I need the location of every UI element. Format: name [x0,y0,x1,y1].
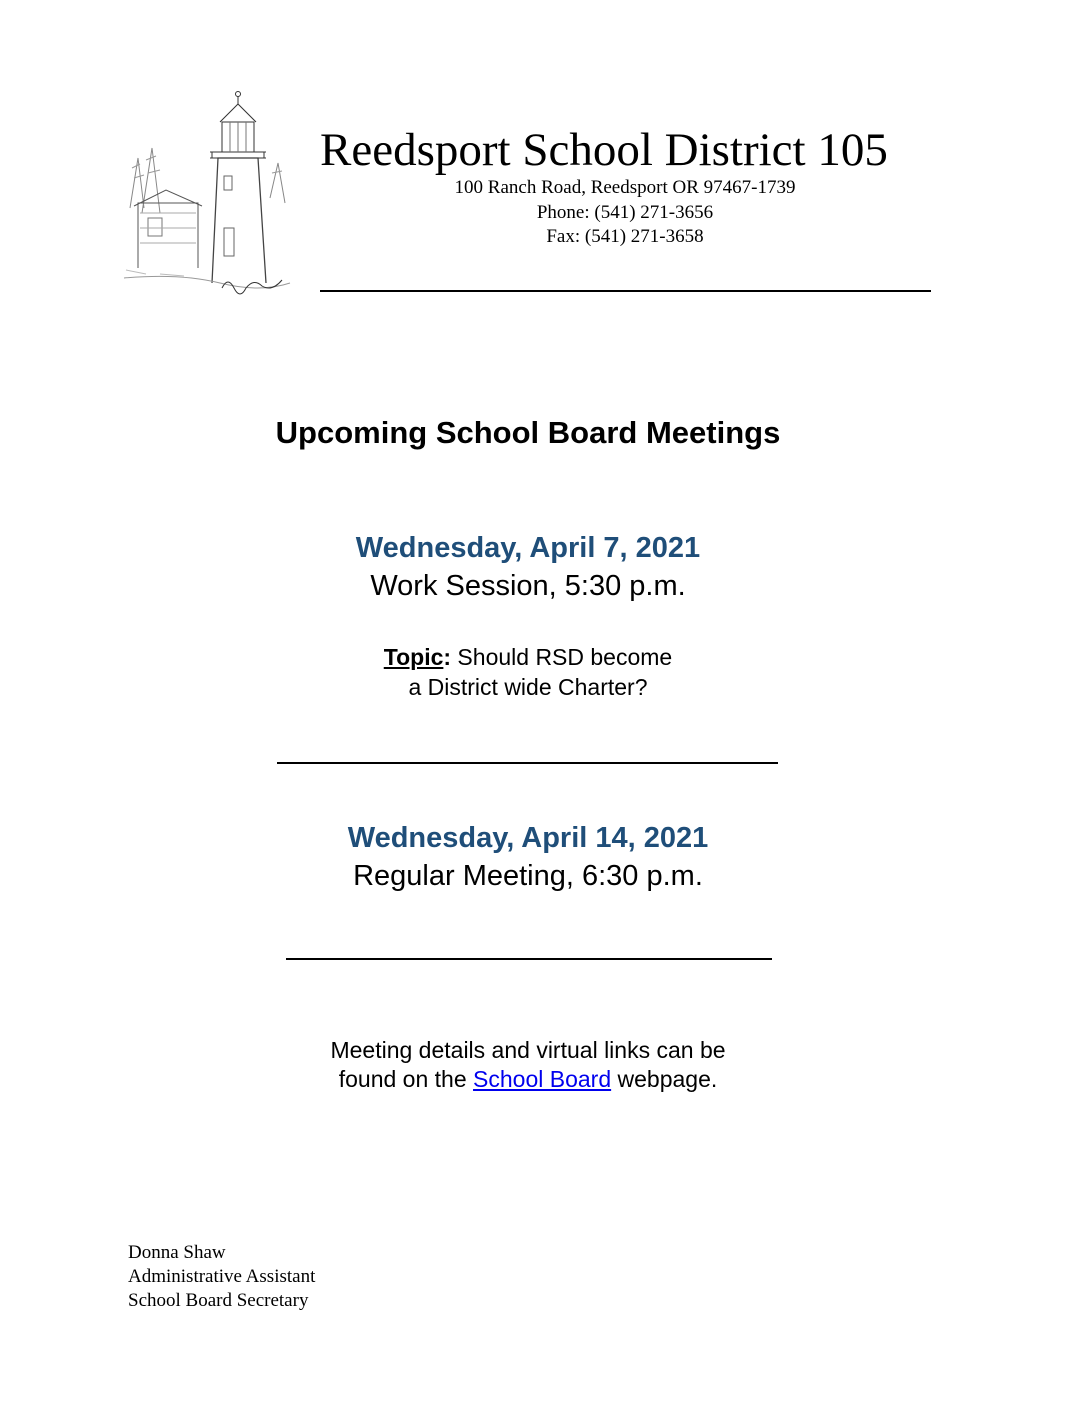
lighthouse-logo [120,78,295,300]
signature-title-1: Administrative Assistant [128,1266,316,1287]
org-name: Reedsport School District 105 [320,124,888,176]
school-board-link[interactable]: School Board [473,1066,612,1092]
meeting-session-2: Regular Meeting, 6:30 p.m. [353,860,703,892]
section-divider-2 [286,958,772,960]
note-text-post: webpage. [611,1066,718,1092]
page-heading: Upcoming School Board Meetings [275,415,781,450]
meeting-session-1: Work Session, 5:30 p.m. [370,570,686,602]
note-text-pre: found on the [338,1066,474,1092]
topic-text-1: Should RSD become [451,644,673,670]
meeting-date-1: Wednesday, April 7, 2021 [355,532,701,564]
org-address: 100 Ranch Road, Reedsport OR 97467-1739 [454,177,796,198]
meeting-topic-line1 [0,642,1056,672]
signature-title-2: School Board Secretary [128,1290,309,1311]
note-line2 [0,1064,1056,1094]
topic-label: Topic [383,644,444,670]
org-phone: Phone: (541) 271-3656 [536,202,714,223]
note-line1: Meeting details and virtual links can be [330,1037,726,1063]
topic-colon: : [443,644,452,670]
signature-name: Donna Shaw [128,1242,226,1263]
header-divider [320,290,931,292]
meeting-date-2: Wednesday, April 14, 2021 [347,822,709,854]
section-divider-1 [277,762,778,764]
org-fax: Fax: (541) 271-3658 [546,226,704,247]
meeting-topic-line2: a District wide Charter? [408,674,648,700]
